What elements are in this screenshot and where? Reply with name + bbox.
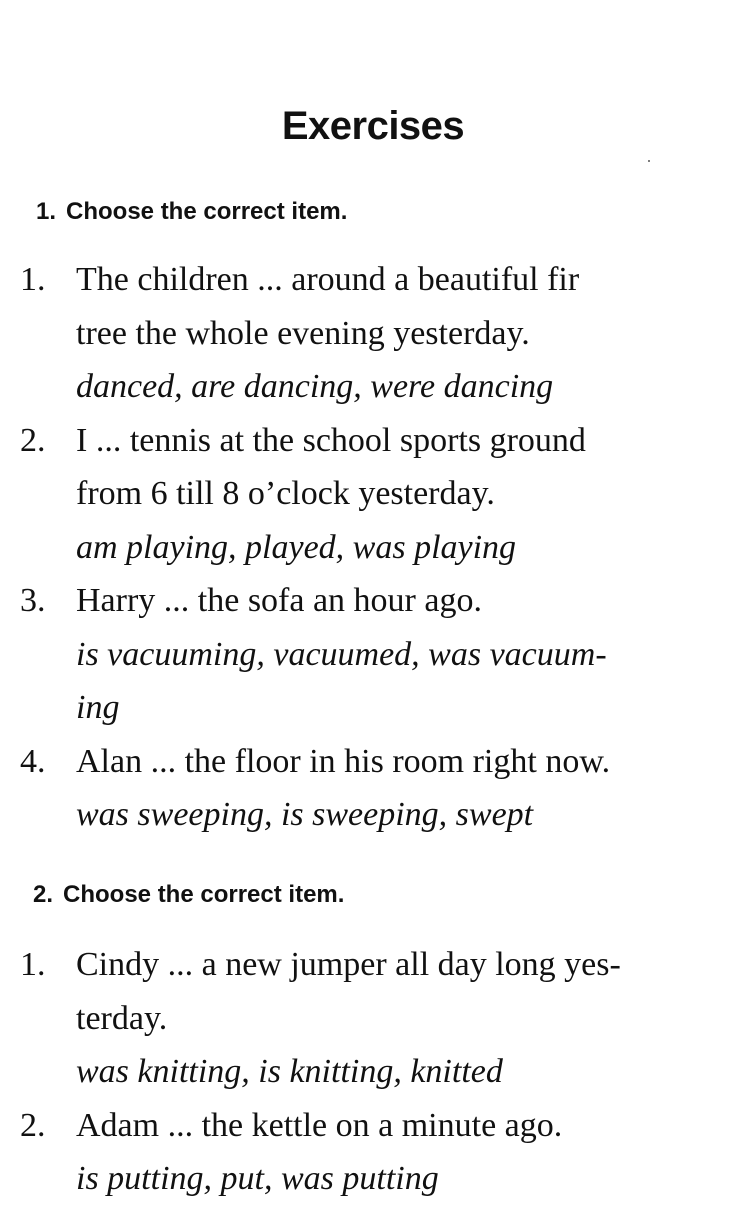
speck-mark xyxy=(648,160,650,162)
item-sentence-line: Cindy ... a new jumper all day long yes- xyxy=(76,946,621,983)
exercise-item xyxy=(0,253,746,414)
page-title: Exercises xyxy=(281,104,465,148)
exercise-item xyxy=(0,938,746,1099)
item-sentence-line: I ... tennis at the school sports ground xyxy=(76,421,586,459)
item-options: am playing, played, was playing xyxy=(76,528,517,566)
exercise-2-items xyxy=(0,938,746,1206)
item-options: was knitting, is knitting, knitted xyxy=(76,1053,503,1090)
item-options: was sweeping, is sweeping, swept xyxy=(76,796,534,833)
item-number: 2. xyxy=(20,1106,46,1144)
exercise-number: 2. xyxy=(33,881,54,908)
item-number: 1. xyxy=(20,261,46,298)
exercise-item xyxy=(0,1099,746,1206)
item-options: ing xyxy=(76,689,120,726)
item-sentence-line: from 6 till 8 o’clock yesterday. xyxy=(76,475,495,512)
item-options: is vacuuming, vacuumed, was vacuum- xyxy=(76,635,607,673)
item-options: is putting, put, was putting xyxy=(76,1160,439,1197)
item-sentence-line: terday. xyxy=(76,999,168,1037)
item-number: 4. xyxy=(20,742,46,780)
item-number: 1. xyxy=(20,946,46,983)
exercise-2-heading xyxy=(33,880,344,910)
exercise-instruction: Choose the correct item. xyxy=(66,198,348,225)
exercise-1-heading xyxy=(36,197,347,227)
item-sentence-line: Alan ... the floor in his room right now. xyxy=(76,742,611,780)
item-sentence-line: tree the whole evening yesterday. xyxy=(76,314,530,352)
exercise-instruction: Choose the correct item. xyxy=(63,881,345,908)
exercise-item xyxy=(0,414,746,575)
exercise-number: 1. xyxy=(36,198,57,225)
item-sentence-line: Adam ... the kettle on a minute ago. xyxy=(76,1106,563,1144)
item-sentence-line: The children ... around a beautiful fir xyxy=(76,261,580,298)
item-number: 3. xyxy=(20,582,46,619)
exercise-item xyxy=(0,735,746,842)
exercise-item xyxy=(0,574,746,735)
exercise-1-items xyxy=(0,253,746,842)
item-number: 2. xyxy=(20,421,46,459)
item-options: danced, are dancing, were dancing xyxy=(76,368,554,405)
item-sentence-line: Harry ... the sofa an hour ago. xyxy=(76,582,482,619)
